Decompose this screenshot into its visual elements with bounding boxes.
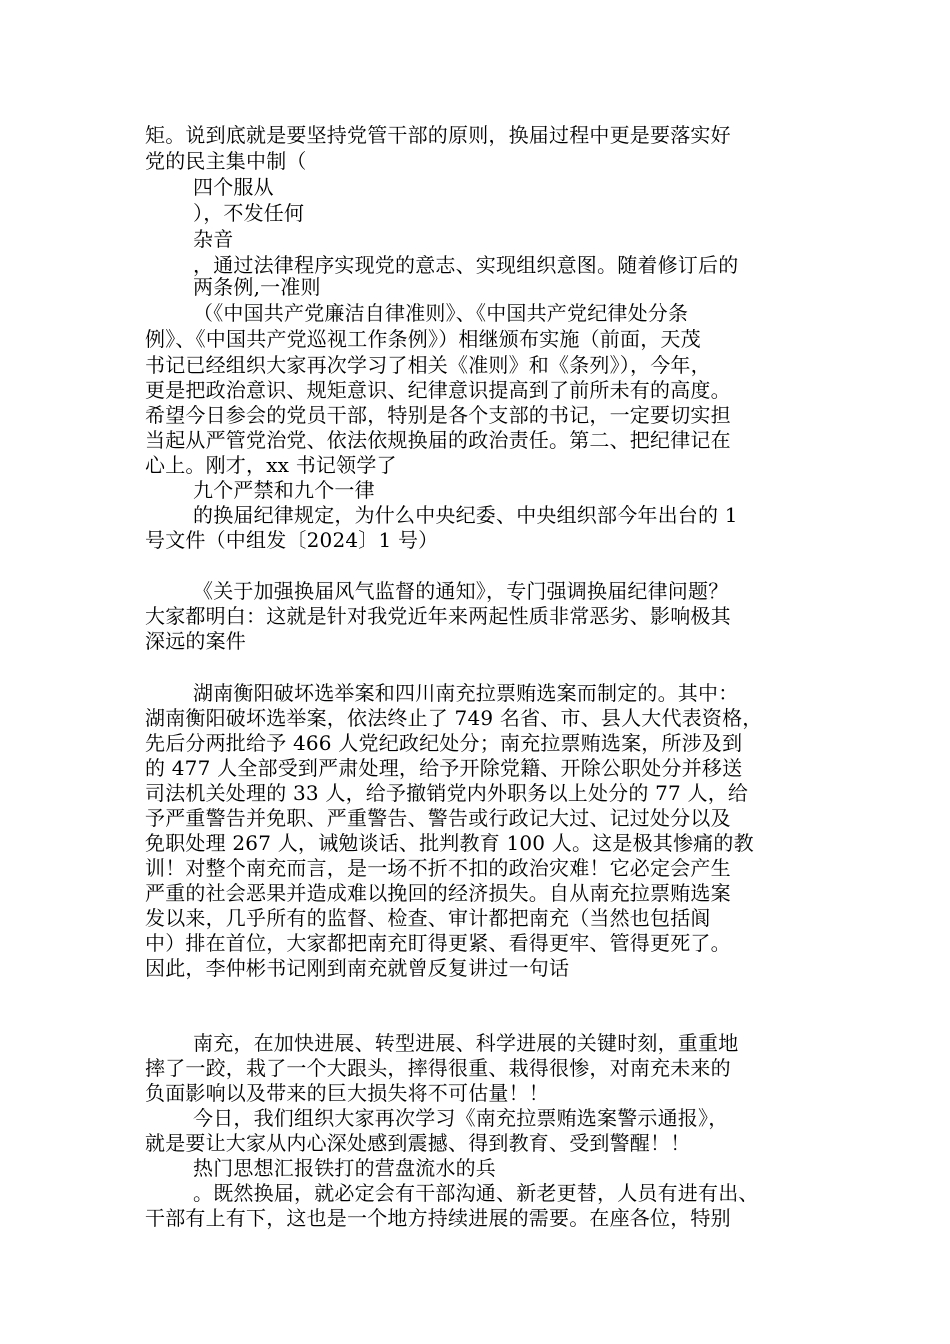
text-line: 例》、《中国共产党巡视工作条例》）相继颁布实施（前面，天茂 <box>145 327 701 351</box>
text-line: 杂音 <box>193 227 234 251</box>
text-line: 热门思想汇报铁打的营盘流水的兵 <box>193 1156 496 1180</box>
text-line: 负面影响以及带来的巨大损失将不可估量！！ <box>145 1081 549 1105</box>
text-line: 希望今日参会的党员干部，特别是各个支部的书记，一定要切实担 <box>145 403 731 427</box>
text-line: 书记已经组织大家再次学习了相关《准则》和《条列》），今年， <box>145 353 711 377</box>
text-line: 。既然换届，就必定会有干部沟通、新老更替，人员有进有出、 <box>193 1181 759 1205</box>
text-line: 《关于加强换届风气监督的通知》，专门强调换届纪律问题？ <box>193 579 729 603</box>
text-line: 严重的社会恶果并造成难以挽回的经济损失。自从南充拉票贿选案 <box>145 881 731 905</box>
text-line: 先后分两批给予 466 人党纪政纪处分；南充拉票贿选案，所涉及到 <box>145 731 743 755</box>
text-line: 中）排在首位，大家都把南充盯得更紧、看得更牢、管得更死了。 <box>145 931 731 955</box>
text-line: 九个严禁和九个一律 <box>193 478 375 502</box>
text-line: （《中国共产党廉洁自律准则》、《中国共产党纪律处分条 <box>193 301 689 325</box>
text-line: 更是把政治意识、规矩意识、纪律意识提高到了前所未有的高度。 <box>145 378 731 402</box>
text-line: 摔了一跤，栽了一个大跟头，摔得很重、栽得很惨，对南充未来的 <box>145 1056 731 1080</box>
text-line: 两条例,一准则 <box>193 275 321 299</box>
text-line: 的换届纪律规定，为什么中央纪委、中央组织部今年出台的 1 <box>193 503 738 527</box>
text-line: 司法机关处理的 33 人，给予撤销党内外职务以上处分的 77 人，给 <box>145 781 749 805</box>
text-line: 心上。刚才，xx 书记领学了 <box>145 453 397 477</box>
text-line: 的 477 人全部受到严肃处理，给予开除党籍、开除公职处分并移送 <box>145 756 743 780</box>
text-line: ，通过法律程序实现党的意志、实现组织意图。随着修订后的 <box>193 253 739 277</box>
text-line: 矩。说到底就是要坚持党管干部的原则，换届过程中更是要落实好 <box>145 123 731 147</box>
text-line: 予严重警告并免职、严重警告、警告或行政记大过、记过处分以及 <box>145 806 731 830</box>
text-line: 训！对整个南充而言，是一场不折不扣的政治灾难！它必定会产生 <box>145 856 731 880</box>
text-line: 因此，李仲彬书记刚到南充就曾反复讲过一句话 <box>145 956 570 980</box>
text-line: 深远的案件 <box>145 629 246 653</box>
text-line: 党的民主集中制（ <box>145 149 307 173</box>
text-line: 大家都明白：这就是针对我党近年来两起性质非常恶劣、影响极其 <box>145 604 731 628</box>
text-line: 就是要让大家从内心深处感到震撼、得到教育、受到警醒！！ <box>145 1131 691 1155</box>
text-line: 四个服从 <box>193 175 274 199</box>
text-line: 发以来，几乎所有的监督、检查、审计都把南充（当然也包括阆 <box>145 906 711 930</box>
text-line: 号文件（中组发〔2024〕1 号） <box>145 528 439 552</box>
text-line: 湖南衡阳破坏选举案和四川南充拉票贿选案而制定的。其中： <box>193 681 739 705</box>
text-line: 湖南衡阳破坏选举案，依法终止了 749 名省、市、县人大代表资格， <box>145 706 763 730</box>
text-line: 南充，在加快进展、转型进展、科学进展的关键时刻，重重地 <box>193 1031 739 1055</box>
text-line: 今日，我们组织大家再次学习《南充拉票贿选案警示通报》， <box>193 1106 729 1130</box>
text-line: 免职处理 267 人，诫勉谈话、批判教育 100 人。这是极其惨痛的教 <box>145 831 754 855</box>
text-line: ），不发任何 <box>193 201 305 225</box>
text-line: 干部有上有下，这也是一个地方持续进展的需要。在座各位，特别 <box>145 1206 731 1230</box>
text-line: 当起从严管党治党、依法依规换届的政治责任。第二、把纪律记在 <box>145 428 731 452</box>
